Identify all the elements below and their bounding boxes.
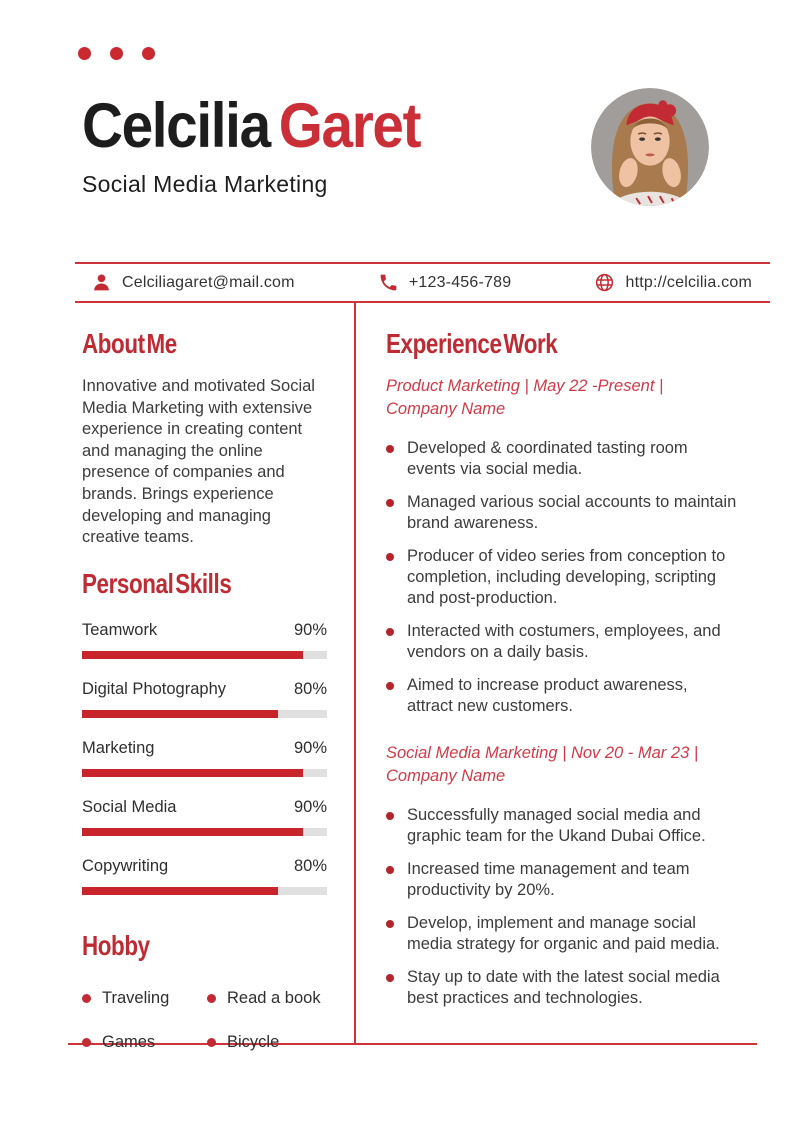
- bullet-text: Developed & coordinated tasting room events via social media.: [407, 439, 688, 478]
- skill-percent: 90%: [293, 797, 327, 816]
- skill-item: [82, 857, 327, 895]
- skill-bar-fill: [82, 769, 303, 777]
- skill-percent: 80%: [293, 679, 327, 698]
- dot-icon: [142, 47, 155, 60]
- email-text: Celciliagaret@mail.com: [122, 273, 295, 291]
- skill-bar-track: [82, 769, 327, 777]
- skill-bar-track: [82, 710, 327, 718]
- profile-photo-illustration: [591, 88, 709, 206]
- hobby-heading: Hobby: [82, 929, 150, 961]
- skill-percent: 80%: [293, 856, 327, 875]
- right-column: [386, 302, 738, 1021]
- profile-photo: [591, 88, 709, 206]
- personal-skills-heading: Personal Skills: [82, 567, 232, 599]
- bullet-text: Develop, implement and manage social media strategy for organic and paid media.: [407, 914, 720, 953]
- bullet-text: Successfully managed social media and graphic team for the Ukand Dubai Office.: [407, 806, 706, 845]
- experience-work-heading: Experience Work: [386, 328, 558, 359]
- bullet-dot-icon: [386, 812, 394, 820]
- dot-icon: [78, 47, 91, 60]
- contact-website: [594, 272, 752, 293]
- job-bullet-list: [386, 438, 738, 717]
- hobby-label: Traveling: [102, 988, 170, 1007]
- bullet-dot-icon: [207, 994, 216, 1003]
- bullet-dot-icon: [386, 682, 394, 690]
- bullet-text: Producer of video series from conception to completion, including developing, scripting and post-production.: [407, 547, 726, 607]
- contact-phone: [378, 272, 512, 293]
- bullet-dot-icon: [386, 628, 394, 636]
- skill-bar-fill: [82, 828, 303, 836]
- job-title-line2: Company Name: [386, 767, 506, 785]
- bullet-dot-icon: [386, 553, 394, 561]
- person-name: [82, 92, 550, 160]
- skill-label: Social Media: [82, 797, 177, 816]
- bullet-item: [386, 913, 738, 955]
- website-text: http://celcilia.com: [625, 273, 752, 291]
- hobby-item: [82, 1033, 207, 1052]
- skill-item: [82, 621, 327, 659]
- hobby-label: Read a book: [227, 988, 321, 1007]
- bullet-dot-icon: [386, 445, 394, 453]
- skill-item: [82, 739, 327, 777]
- left-column: [82, 302, 327, 1052]
- bullet-dot-icon: [386, 974, 394, 982]
- phone-icon: [378, 272, 399, 293]
- bullet-dot-icon: [82, 1038, 91, 1047]
- hobby-item: [82, 989, 207, 1008]
- hobby-label: Bicycle: [227, 1032, 280, 1051]
- skill-bar-fill: [82, 887, 278, 895]
- skill-item: [82, 680, 327, 718]
- bullet-item: [386, 546, 738, 609]
- job-title: [386, 742, 738, 788]
- hobby-label: Games: [102, 1032, 156, 1051]
- bullet-text: Stay up to date with the latest social media best practices and technologies.: [407, 968, 720, 1007]
- bullet-item: [386, 492, 738, 534]
- phone-text: +123-456-789: [408, 273, 512, 291]
- skill-bar-fill: [82, 651, 303, 659]
- skill-bar-track: [82, 828, 327, 836]
- bullet-text: Increased time management and team productivity by 20%.: [407, 860, 690, 899]
- skill-percent: 90%: [293, 620, 327, 639]
- about-me-text: Innovative and motivated Social Media Marketing with extensive experience in creating content and managing the online presence of companies and brands. Brings experience developing and managing creative teams.: [82, 377, 315, 547]
- bullet-text: Aimed to increase product awareness, attract new customers.: [407, 676, 688, 715]
- bullet-dot-icon: [386, 866, 394, 874]
- job-title-line1: Product Marketing | May 22 -Present |: [386, 377, 664, 395]
- header: [82, 92, 602, 198]
- bullet-item: [386, 438, 738, 480]
- first-name: Celcilia: [82, 91, 270, 161]
- job-role-subtitle: Social Media Marketing: [82, 171, 328, 198]
- bullet-text: Interacted with costumers, employees, and vendors on a daily basis.: [407, 622, 721, 661]
- skill-bar-track: [82, 887, 327, 895]
- bullet-item: [386, 621, 738, 663]
- hobby-list: [82, 989, 327, 1052]
- job-title-line1: Social Media Marketing | Nov 20 - Mar 23 |: [386, 744, 699, 762]
- bullet-dot-icon: [386, 920, 394, 928]
- hobby-item: [207, 989, 327, 1008]
- bullet-item: [386, 859, 738, 901]
- skill-label: Copywriting: [82, 856, 169, 875]
- last-name: Garet: [278, 91, 421, 161]
- bullet-dot-icon: [207, 1038, 216, 1047]
- globe-icon: [594, 272, 615, 293]
- skill-label: Digital Photography: [82, 679, 227, 698]
- skill-bar-track: [82, 651, 327, 659]
- job-bullet-list: [386, 805, 738, 1009]
- contact-bar: [75, 262, 770, 303]
- decorative-dots: [78, 47, 155, 60]
- bullet-item: [386, 675, 738, 717]
- bullet-item: [386, 967, 738, 1009]
- bullet-item: [386, 805, 738, 847]
- hobby-item: [207, 1033, 327, 1052]
- contact-email: [91, 272, 295, 293]
- about-me-heading: About Me: [82, 328, 177, 359]
- skill-percent: 90%: [293, 738, 327, 757]
- job-title: [386, 375, 738, 421]
- person-icon: [91, 272, 112, 293]
- skill-bar-fill: [82, 710, 278, 718]
- bullet-dot-icon: [386, 499, 394, 507]
- job-title-line2: Company Name: [386, 400, 506, 418]
- bullet-text: Managed various social accounts to maintain brand awareness.: [407, 493, 737, 532]
- dot-icon: [110, 47, 123, 60]
- skill-item: [82, 798, 327, 836]
- column-divider-line: [354, 303, 356, 1043]
- skill-label: Marketing: [82, 738, 155, 757]
- skill-label: Teamwork: [82, 620, 158, 639]
- bullet-dot-icon: [82, 994, 91, 1003]
